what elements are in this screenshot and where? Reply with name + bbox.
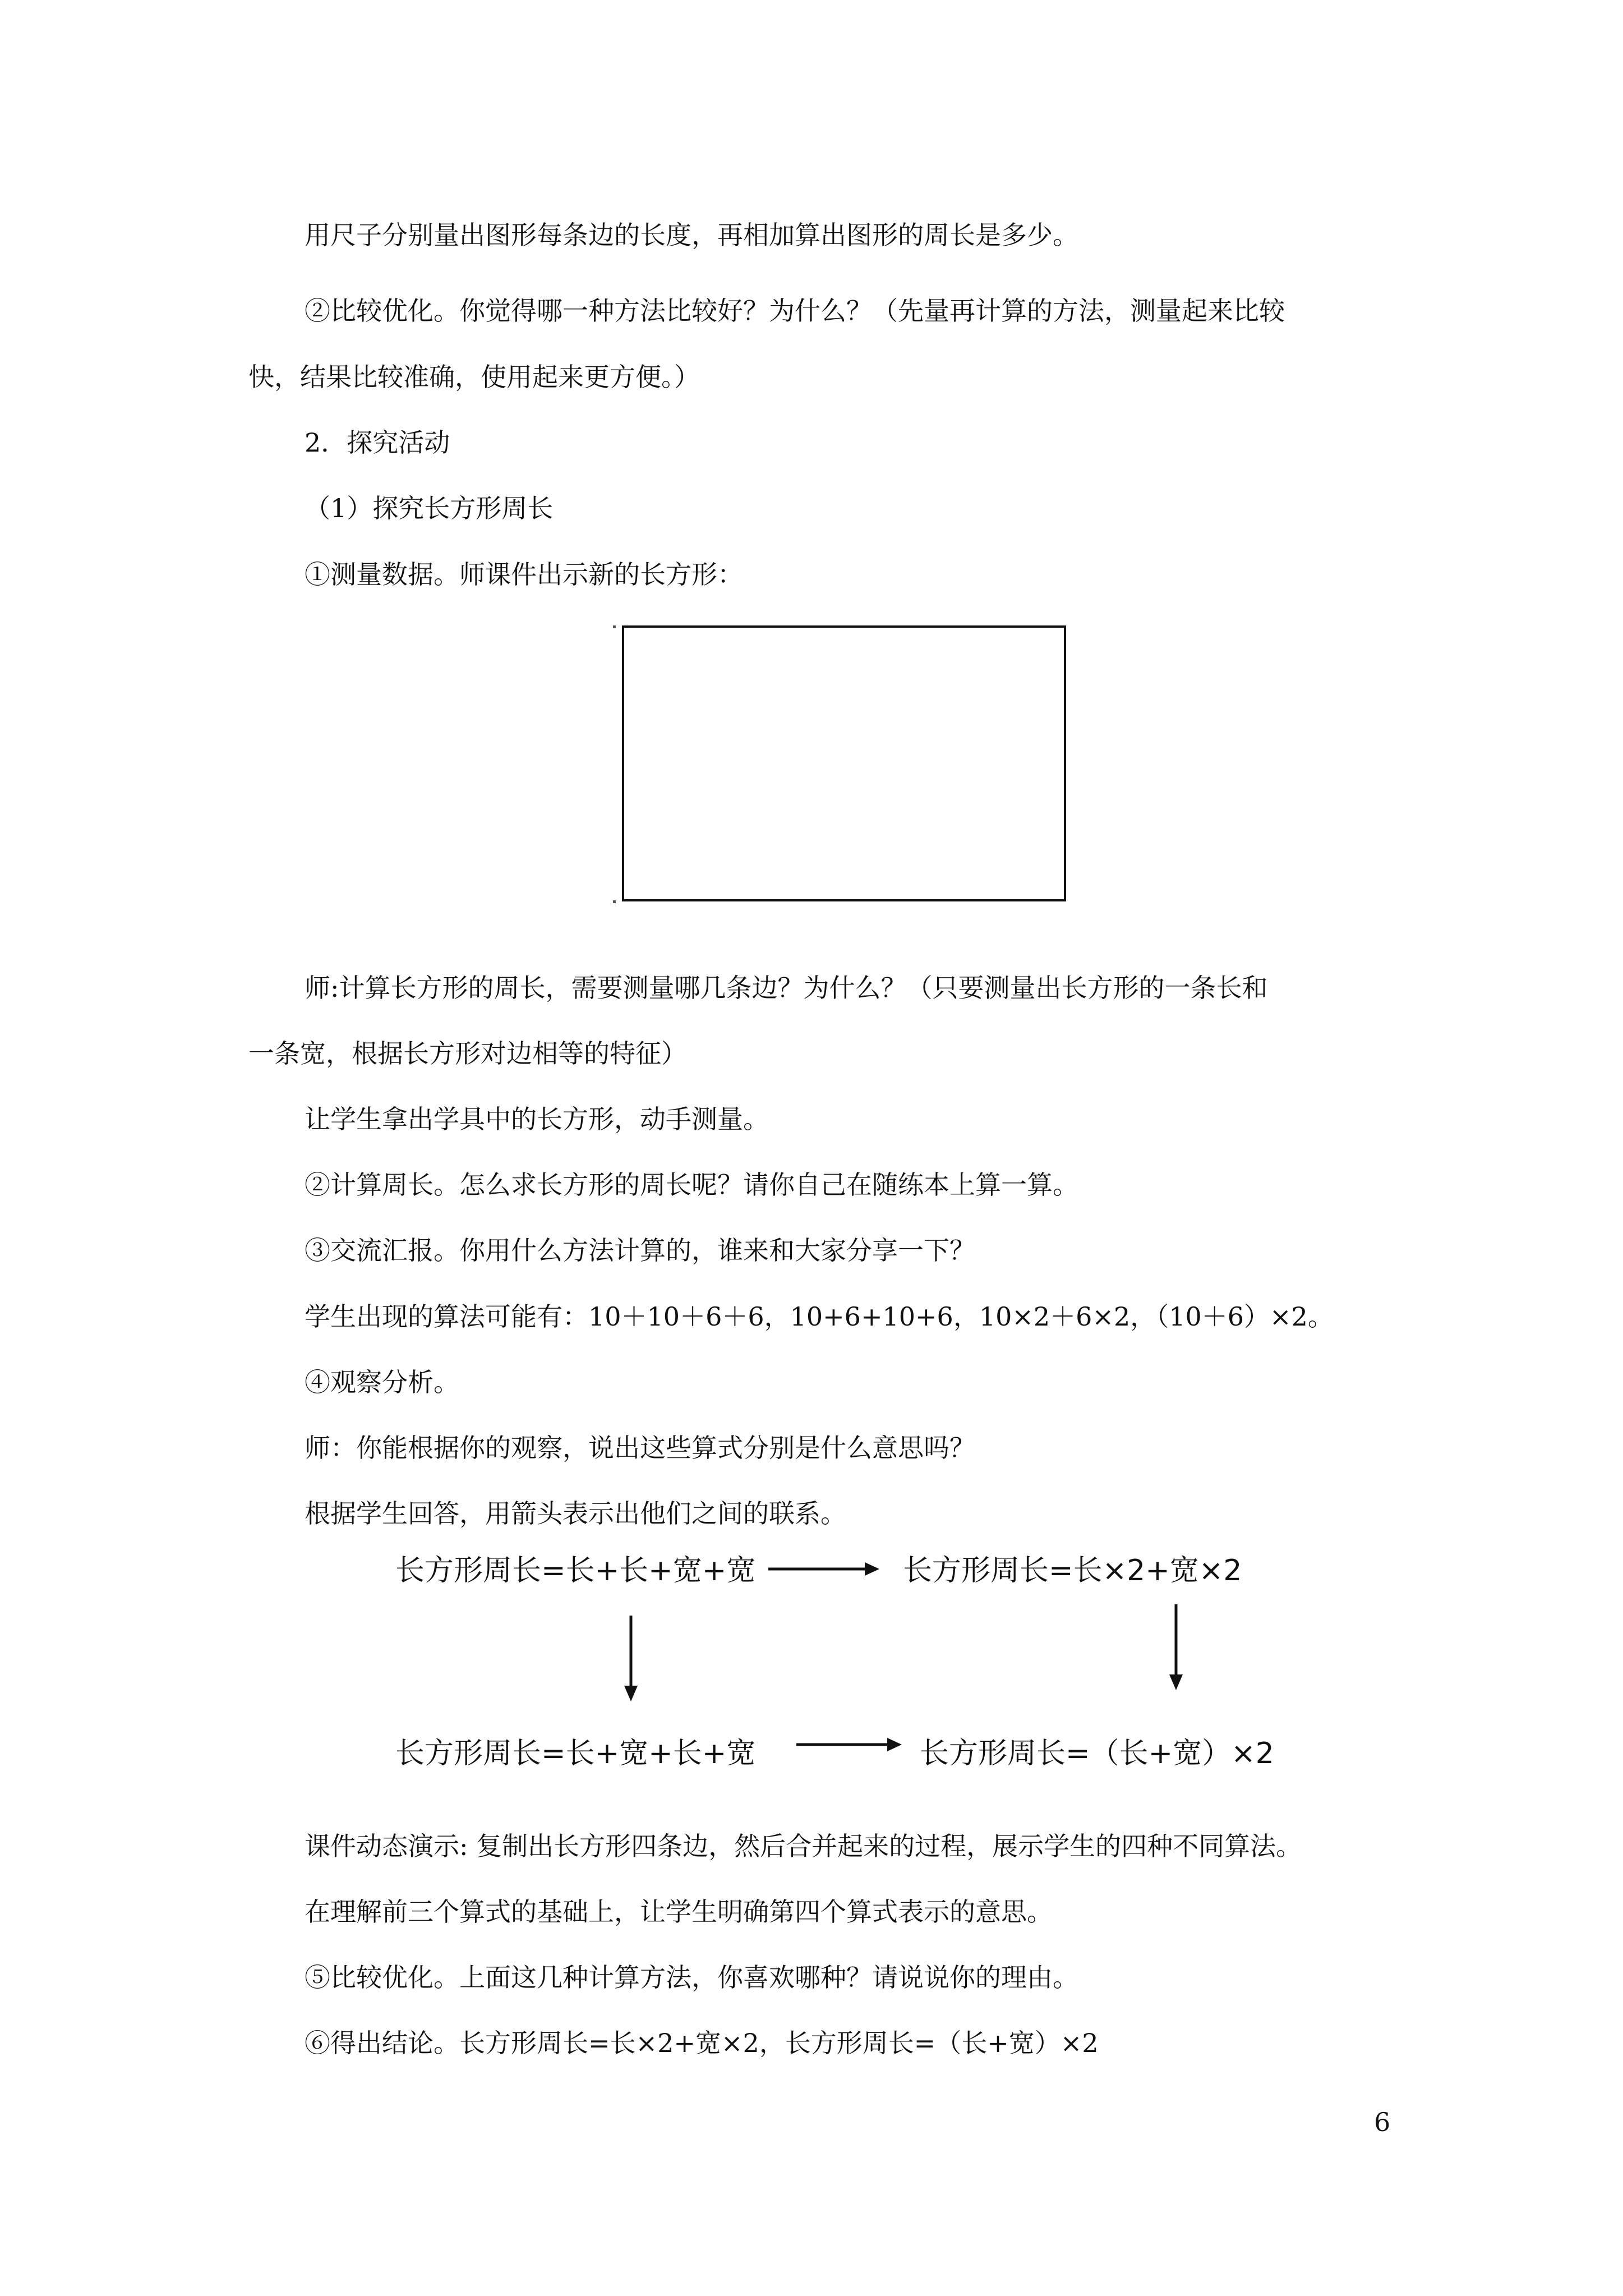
- page-number: 6: [1374, 2107, 1391, 2137]
- paragraph-4: ①测量数据。师课件出示新的长方形：: [305, 559, 743, 590]
- paragraph-9: ③交流汇报。你用什么方法计算的，谁来和大家分享一下？: [305, 1235, 975, 1266]
- paragraph-17: ⑥得出结论。长方形周长=长×2+宽×2，长方形周长=（长+宽）×2: [305, 2028, 1099, 2058]
- formula-top-left: 长方形周长=长+长+宽+宽: [395, 1554, 756, 1588]
- paragraph-14: 课件动态演示: 复制出长方形四条边，然后合并起来的过程，展示学生的四种不同算法。: [305, 1831, 1302, 1861]
- paragraph-16: ⑤比较优化。上面这几种计算方法，你喜欢哪种？请说说你的理由。: [305, 1962, 1078, 1993]
- paragraph-15: 在理解前三个算式的基础上，让学生明确第四个算式表示的意思。: [305, 1897, 1053, 1927]
- heading-2: 2．探究活动: [305, 427, 450, 458]
- heading-2-1: （1）探究长方形周长: [305, 493, 554, 523]
- arrow-down-left-icon: [624, 1616, 638, 1701]
- paragraph-8: ②计算周长。怎么求长方形的周长呢？请你自己在随练本上算一算。: [305, 1170, 1078, 1200]
- arrow-down-right-icon: [1169, 1604, 1183, 1690]
- paragraph-2: ②比较优化。你觉得哪一种方法比较好？为什么？（先量再计算的方法，测量起来比较: [305, 296, 1285, 326]
- formula-bottom-left: 长方形周长=长+宽+长+宽: [395, 1737, 756, 1770]
- paragraph-10: 学生出现的算法可能有：10＋10＋6＋6，10+6+10+6，10×2＋6×2，（10＋6）×2。: [305, 1301, 1334, 1332]
- formula-bottom-right: 长方形周长=（长+宽）×2: [920, 1737, 1274, 1770]
- paragraph-5: 师:计算长方形的周长，需要测量哪几条边？为什么？（只要测量出长方形的一条长和: [305, 973, 1268, 1003]
- paragraph-7: 让学生拿出学具中的长方形，动手测量。: [305, 1104, 769, 1134]
- paragraph-6: 一条宽，根据长方形对边相等的特征）: [248, 1038, 687, 1069]
- formula-top-right: 长方形周长=长×2+宽×2: [903, 1554, 1242, 1588]
- paragraph-11: ④观察分析。: [305, 1367, 459, 1397]
- paragraph-1: 用尺子分别量出图形每条边的长度，再相加算出图形的周长是多少。: [305, 220, 1078, 250]
- paragraph-13: 根据学生回答，用箭头表示出他们之间的联系。: [305, 1498, 846, 1529]
- paragraph-3: 快，结果比较准确，使用起来更方便。）: [248, 362, 700, 392]
- paragraph-12: 师：你能根据你的观察，说出这些算式分别是什么意思吗？: [305, 1433, 975, 1463]
- arrow-right-top-icon: [768, 1562, 879, 1576]
- arrow-right-bottom-icon: [796, 1738, 902, 1751]
